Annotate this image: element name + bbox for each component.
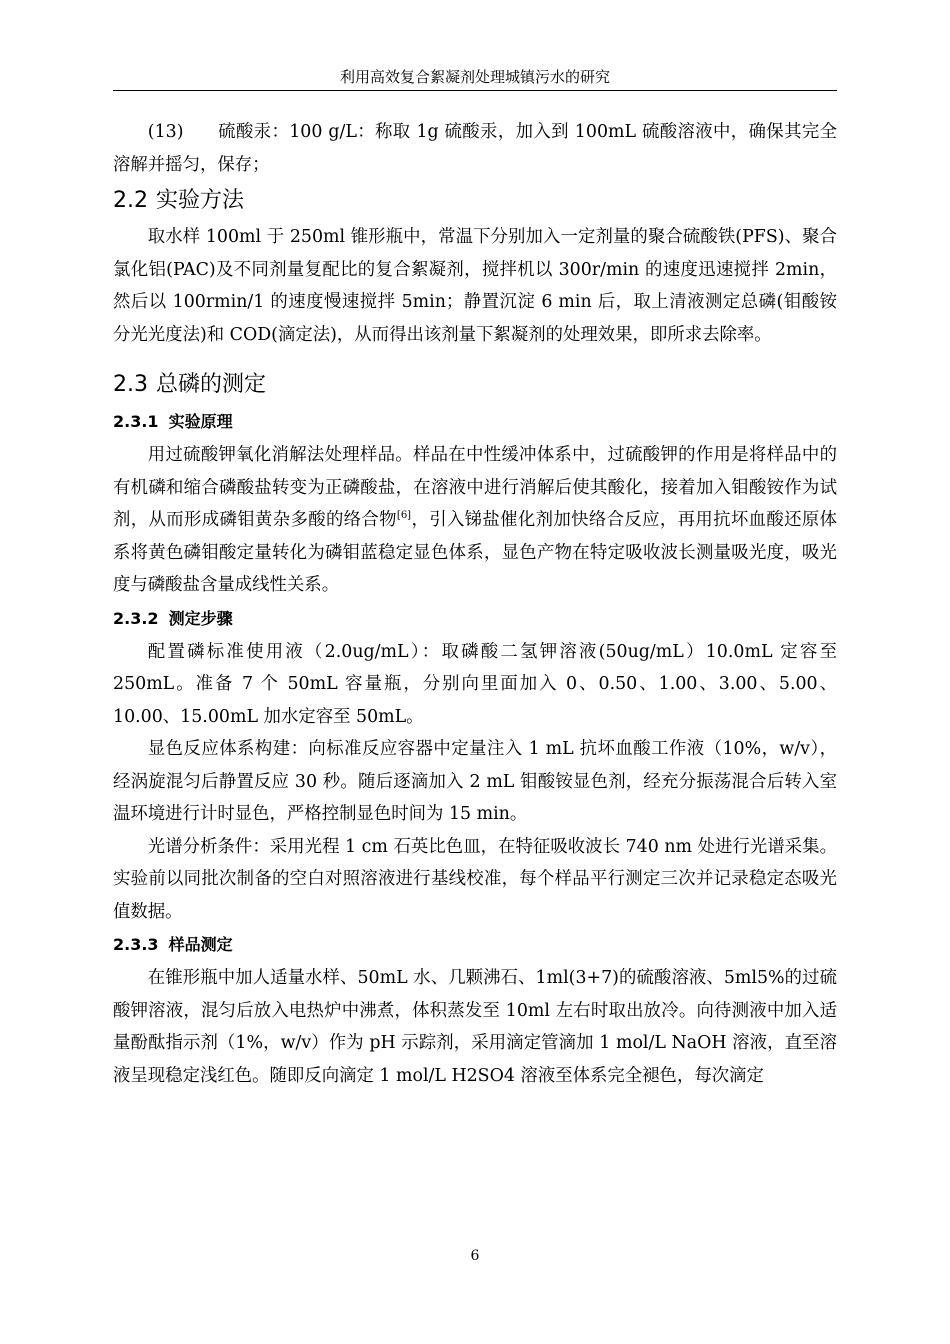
page-body — [113, 116, 837, 1092]
section-number: 2.2 — [113, 188, 148, 213]
subsection-heading-2-3-3 — [113, 928, 837, 962]
subsection-number: 2.3.1 — [113, 412, 159, 431]
section-title: 实验方法 — [156, 188, 245, 213]
item-number: (13) — [147, 122, 184, 142]
subsection-heading-2-3-1 — [113, 405, 837, 439]
running-header — [113, 66, 837, 91]
subsection-number: 2.3.3 — [113, 935, 159, 954]
subsection-number: 2.3.2 — [113, 608, 159, 628]
section-heading-2-3 — [113, 365, 837, 405]
paragraph: 在锥形瓶中加人适量水样、50mL 水、几颗沸石、1ml(3+7)的硫酸溶液、5ml5%的过硫酸钾溶液，混匀后放入电热炉中沸煮，体积蒸发至 10ml 左右时取出放冷。向待测液中加入适量酚酞指示剂（1%，w/v）作为 pH 示踪剂，采用滴定管滴加 1 mol/L NaOH 溶液，直至溶液呈现稳定浅红色。随即反向滴定 1 mol/L H2SO4 溶液至体系完全褪色，每次滴定 — [113, 968, 837, 1086]
paragraph: 配置磷标准使用液（2.0ug/mL）：取磷酸二氢钾溶液(50ug/mL）10.0mL 定容至 250mL。准备 7 个 50mL 容量瓶，分别向里面加入 0、0.50、1.00、3.00、5.00、10.00、15.00mL 加水定容至 50mL。 — [113, 641, 837, 727]
section-heading-2-2 — [113, 181, 837, 221]
paragraph: 光谱分析条件：采用光程 1 cm 石英比色皿，在特征吸收波长 740 nm 处进行光谱采集。实验前以同批次制备的空白对照溶液进行基线校准，每个样品平行测定三次并记录稳定态吸光值数据。 — [113, 836, 837, 922]
section-title: 总磷的测定 — [156, 372, 267, 397]
header-title: 利用高效复合絮凝剂处理城镇污水的研究 — [339, 68, 610, 86]
reagent-item-13 — [113, 116, 837, 181]
section-number: 2.3 — [113, 372, 148, 397]
paragraph: 取水样 100ml 于 250ml 锥形瓶中，常温下分别加入一定剂量的聚合硫酸铁(PFS)、聚合氯化铝(PAC)及不同剂量复配比的复合絮凝剂，搅拌机以 300r/min 的速度迅速搅拌 2min，然后以 100rmin/1 的速度慢速搅拌 5min；静置沉淀 6 min 后，取上清液测定总磷(钼酸铵分光光度法)和 COD(滴定法)，从而得出该剂量下絮凝剂的处理效果，即所求去除率。 — [113, 227, 837, 345]
paragraph-text: 用过硫酸钾氧化消解法处理样品。样品在中性缓冲体系中，过硫酸钾的作用是将样品中的有机磷和缩合磷酸盐转变为正磷酸盐，在溶液中进行消解后使其酸化，接着加入钼酸铵作为试剂，从而形成磷钼黄杂多酸的络合物 — [113, 445, 837, 530]
subsection-title: 测定步骤 — [168, 608, 233, 628]
paragraph: 显色反应体系构建：向标准反应容器中定量注入 1 mL 抗坏血酸工作液（10%，w/v），经涡旋混匀后静置反应 30 秒。随后逐滴加入 2 mL 钼酸铵显色剂，经充分振荡混合后转入室温环境进行计时显色，严格控制显色时间为 15 min。 — [113, 739, 837, 824]
item-text: 硫酸汞：100 g/L：称取 1g 硫酸汞，加入到 100mL 硫酸溶液中，确保其完全溶解并摇匀，保存； — [113, 122, 837, 175]
subsection-title: 实验原理 — [168, 412, 233, 431]
subsection-title: 样品测定 — [168, 935, 233, 954]
subsection-heading-2-3-2 — [113, 602, 837, 636]
citation-link[interactable]: [6] — [396, 510, 412, 522]
paragraph — [113, 439, 837, 602]
paragraph-text: ，引入锑盐催化剂加快络合反应，再用抗坏血酸还原体系将黄色磷钼酸定量转化为磷钼蓝稳定显色体系，显色产物在特定吸收波长测量吸光度，吸光度与磷酸盐含量成线性关系。 — [113, 510, 837, 595]
page-number: 6 — [470, 1248, 480, 1264]
